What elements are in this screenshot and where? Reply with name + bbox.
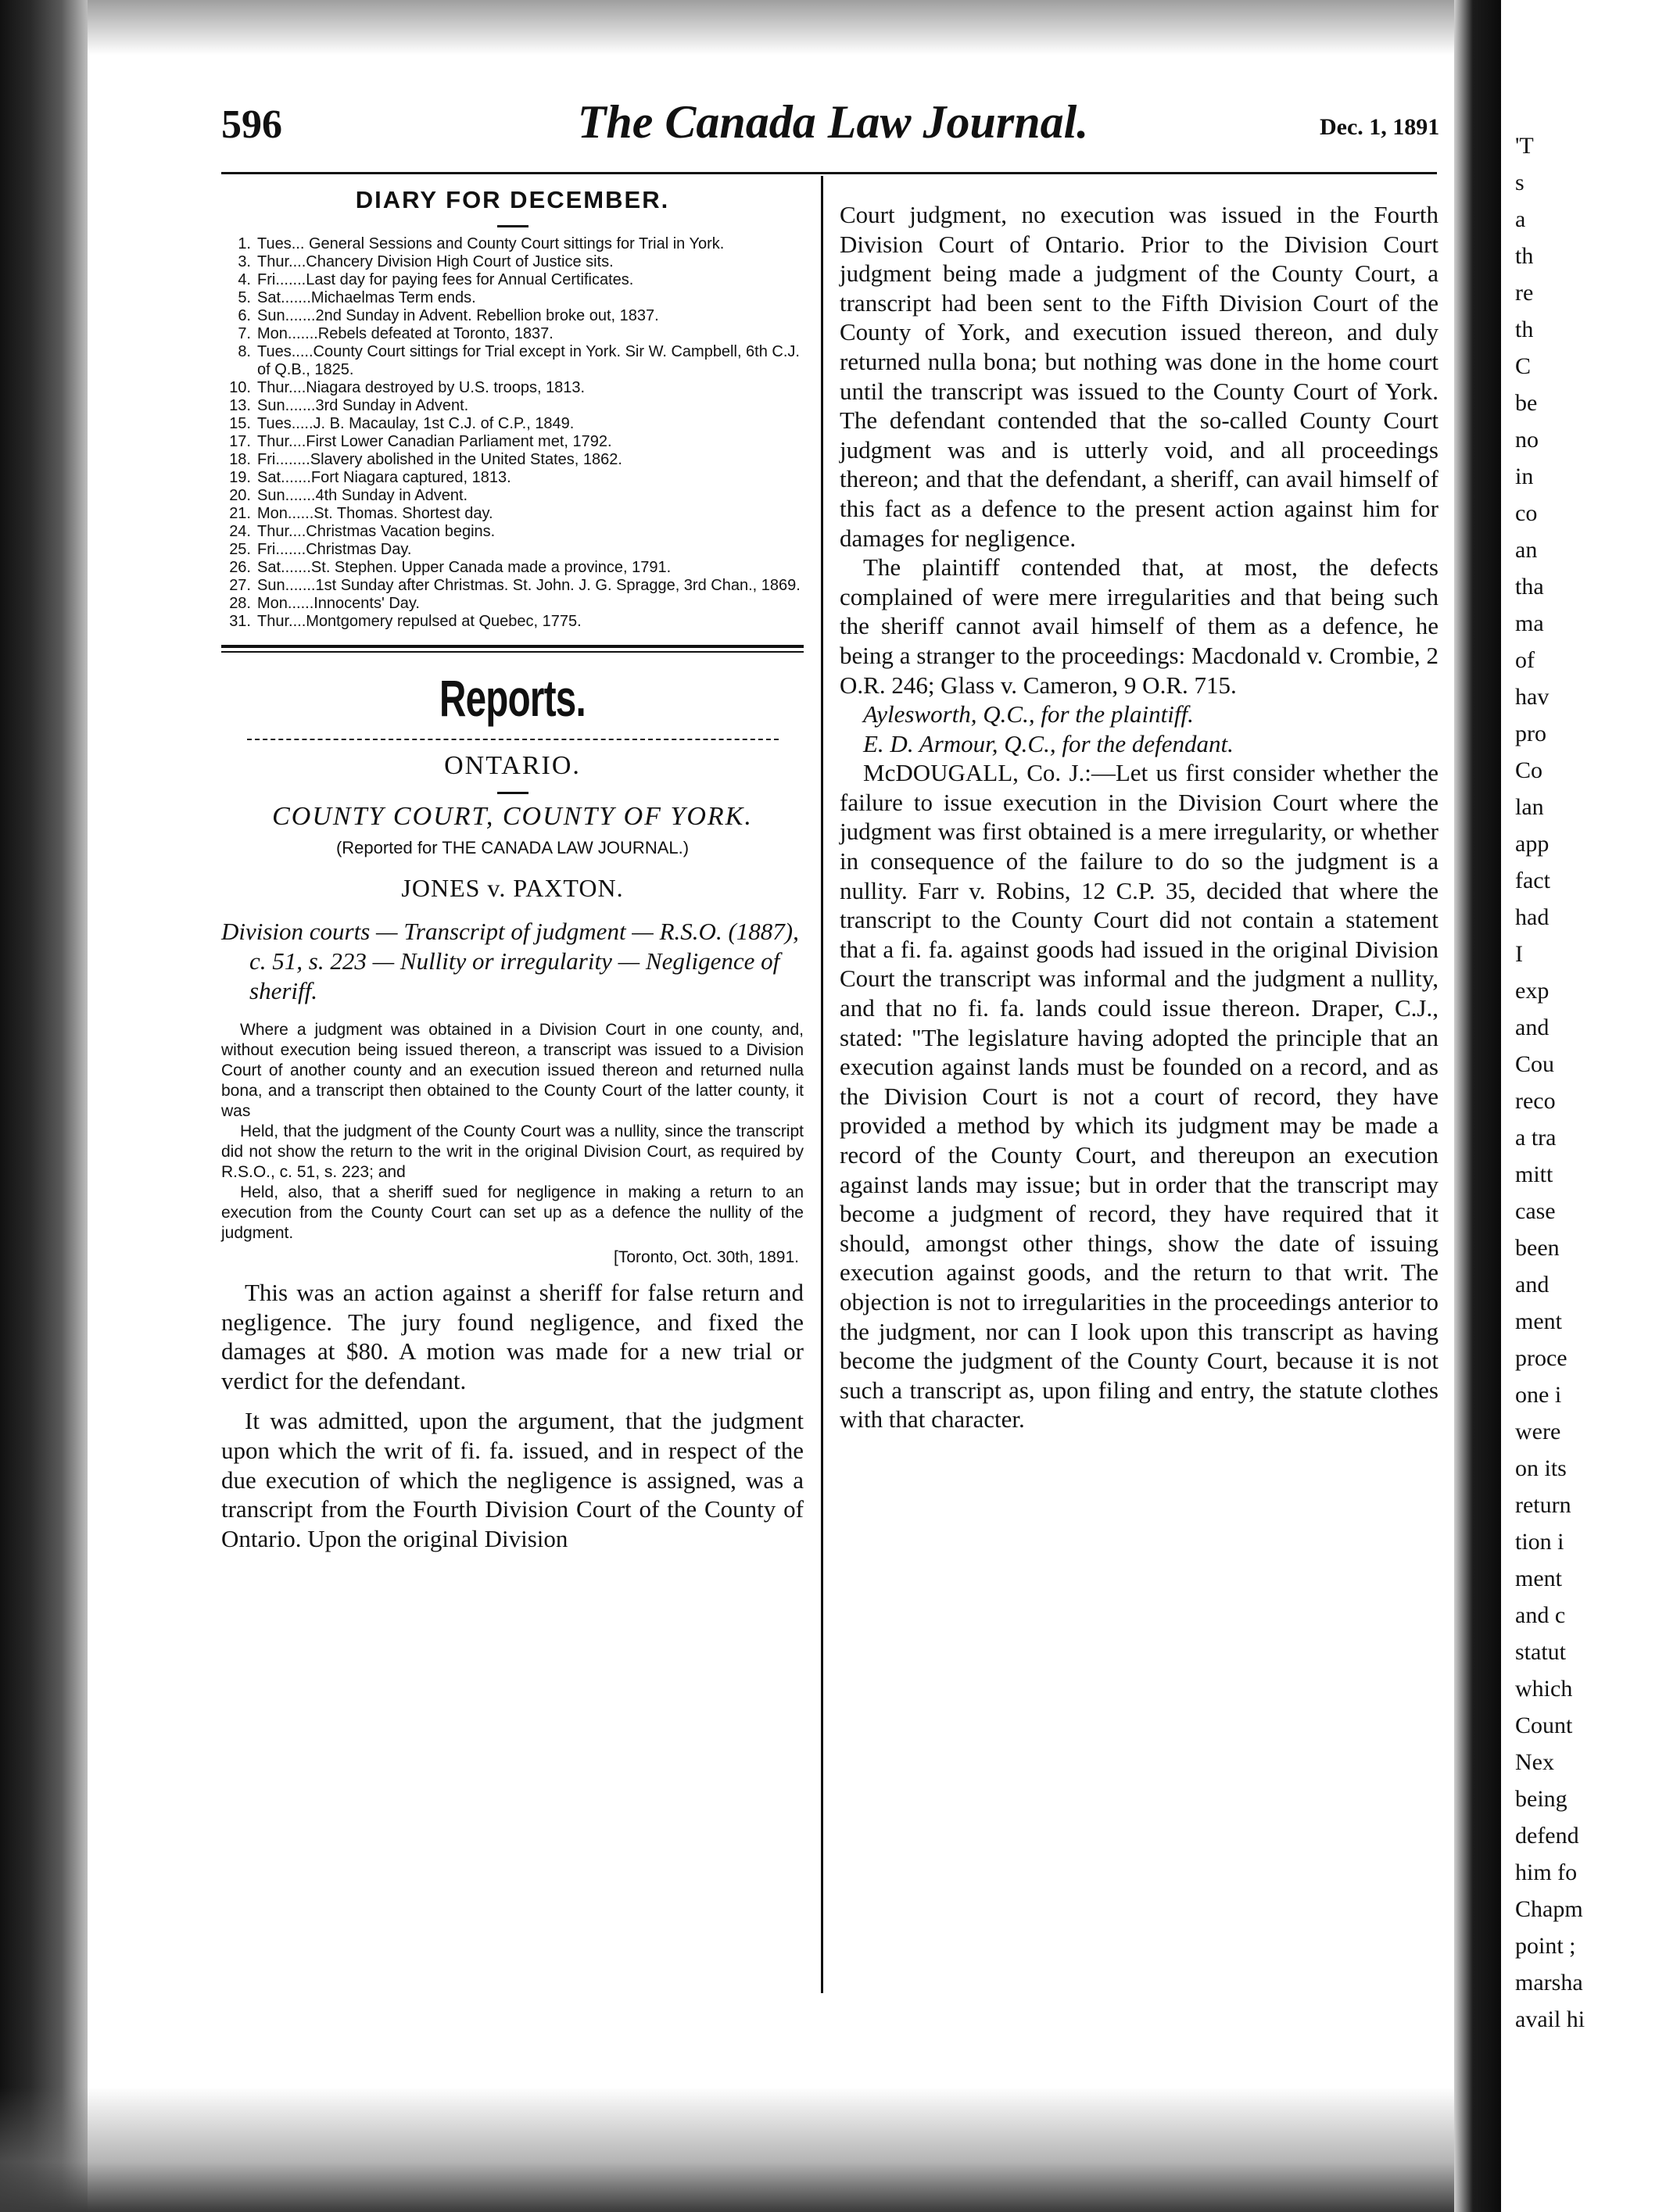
- diary-entry: [229, 415, 804, 433]
- diary-entry-number: 3.: [238, 253, 251, 270]
- diary-entry: [229, 523, 804, 541]
- diary-entry-text: Fri.......Last day for paying fees for Annual Certificates.: [257, 271, 634, 288]
- dateline: [Toronto, Oct. 30th, 1891.: [614, 1248, 799, 1266]
- next-page-fragment-text: marsha: [1515, 1970, 1583, 1995]
- diary-entry: [229, 577, 804, 595]
- body-paragraph: This was an action against a sheriff for false return and negligence. The jury found negligence, and fixed the damages at $80. A motion was made for a new trial or verdict for the defendant.: [221, 1279, 804, 1394]
- next-page-fragment-text: an: [1515, 537, 1538, 563]
- right-column: [840, 200, 1438, 1434]
- catchwords: Division courts — Transcript of judgment — R.S.O. (1887), c. 51, s. 223 — Nullity or irregularity — Negligence of sheriff.: [221, 918, 799, 1004]
- next-page-fragment-text: th: [1515, 243, 1534, 269]
- diary-entry-text: Sun.......3rd Sunday in Advent.: [257, 397, 469, 414]
- diary-entry: [229, 289, 804, 307]
- next-page-fragment-text: Cou: [1515, 1051, 1555, 1077]
- diary-entry-number: 5.: [238, 289, 251, 306]
- left-column: [221, 183, 804, 1553]
- next-page-fragment-text: defend: [1515, 1823, 1579, 1849]
- next-page-fragment-text: I: [1515, 941, 1523, 967]
- diary-title-rule: [497, 225, 528, 227]
- next-page-fragment-text: case: [1515, 1198, 1556, 1224]
- diary-entry: [229, 595, 804, 613]
- diary-entry: [229, 541, 804, 559]
- next-page-fragment-text: mitt: [1515, 1161, 1553, 1187]
- next-page-fragment-text: ma: [1515, 610, 1544, 636]
- next-page-fragment-text: been: [1515, 1235, 1560, 1261]
- case-name: JONES v. PAXTON.: [401, 874, 624, 902]
- diary-entry-number: 18.: [229, 451, 251, 468]
- next-page-fragment-text: and c: [1515, 1602, 1566, 1628]
- diary-entry-text: Sun.......1st Sunday after Christmas. St. John. J. G. Spragge, 3rd Chan., 1869.: [257, 577, 801, 594]
- diary-entry-text: Tues.....County Court sittings for Trial except in York. Sir W. Campbell, 6th C.J. of Q.B., 1825.: [257, 343, 800, 378]
- next-page-fragment-text: reco: [1515, 1088, 1556, 1114]
- next-page-fragment-text: s: [1515, 170, 1524, 195]
- issue-date: Dec. 1, 1891: [1320, 114, 1440, 140]
- next-page-fragment-text: ment: [1515, 1566, 1562, 1591]
- header-rule: [221, 172, 1437, 174]
- next-page-fragment-text: tha: [1515, 574, 1544, 600]
- page-number: 596: [221, 102, 282, 147]
- diary-entry-number: 8.: [238, 343, 251, 360]
- next-page-fragment-text: app: [1515, 831, 1550, 857]
- next-page-fragment-text: exp: [1515, 978, 1550, 1004]
- judgment-paragraph: McDOUGALL, Co. J.:—Let us first consider whether the failure to issue execution in the Division Court where the judgment was first obtained is a mere irregularity, or whether in consequence of the failure to do so the judgment is a nullity. Farr v. Robins, 12 C.P. 35, decided that where the transcript to the County Court did not contain a statement that a fi. fa. against goods had issued in the original Division Court the transcript was informal and the judgment a nullity, and that no fi. fa. lands could issue thereon. Draper, C.J., stated: "The legislature having adopted the principle that an execution against lands must be founded on a record, and as the Division Court is not a court of record, they have provided a method by which its judgment may be made a record of the County Court, and thereupon an execution against lands may issue; but in order that the transcript may become a judgment of record, they have required that it should, amongst other things, show the date of issuing execution against goods, and the return to that writ. The objection is not to irregularities in the proceedings anterior to the judgment, nor can I look upon this transcript as having become the judgment of the County Court, because it is not such a transcript as, upon filing and entry, the statute clothes with that character.: [840, 759, 1438, 1434]
- diary-entry: [229, 307, 804, 325]
- counsel-line: E. D. Armour, Q.C., for the defendant.: [863, 729, 1234, 757]
- diary-entry: [229, 469, 804, 487]
- reports-rule: [247, 739, 779, 740]
- next-page-fragment-text: hav: [1515, 684, 1550, 710]
- next-page-fragment-text: return: [1515, 1492, 1571, 1518]
- diary-entry-number: 13.: [229, 397, 251, 414]
- next-page-fragment-text: lan: [1515, 794, 1544, 820]
- next-page-fragment-text: Nex: [1515, 1749, 1554, 1775]
- diary-entry-text: Fri.......Christmas Day.: [257, 541, 412, 558]
- next-page-fragment-text: him fo: [1515, 1859, 1578, 1885]
- next-page-fragment-text: be: [1515, 390, 1538, 416]
- next-page-fragment-text: Co: [1515, 757, 1543, 783]
- next-page-fragment-text: being: [1515, 1786, 1567, 1812]
- scan-top-edge: [88, 0, 1573, 55]
- next-page-fragment-text: proce: [1515, 1345, 1567, 1371]
- diary-entry-text: Thur....Niagara destroyed by U.S. troops, 1813.: [257, 379, 586, 396]
- diary-entry: [229, 343, 804, 379]
- next-page-fragment-text: on its: [1515, 1455, 1567, 1481]
- diary-entry-text: Thur....Montgomery repulsed at Quebec, 1775.: [257, 613, 582, 630]
- diary-entry-number: 4.: [238, 271, 251, 288]
- diary-entry-text: Sat.......Michaelmas Term ends.: [257, 289, 476, 306]
- next-page-fragment-text: co: [1515, 500, 1538, 526]
- province-heading: ONTARIO.: [444, 751, 581, 780]
- diary-entry-text: Tues... General Sessions and County Court sittings for Trial in York.: [257, 235, 725, 252]
- diary-entry-text: Sun.......4th Sunday in Advent.: [257, 487, 468, 504]
- scan-gutter-shadow: [1454, 0, 1501, 2212]
- column-divider: [821, 176, 823, 1993]
- diary-entry: [229, 613, 804, 631]
- next-page-fragment-text: Count: [1515, 1713, 1573, 1738]
- diary-entry-number: 6.: [238, 307, 251, 324]
- next-page-fragment-text: 'T: [1515, 133, 1534, 159]
- next-page-fragment-text: statut: [1515, 1639, 1566, 1665]
- court-heading: COUNTY COURT, COUNTY OF YORK.: [272, 802, 753, 831]
- reports-heading: Reports.: [439, 669, 586, 727]
- next-page-fragment-text: of: [1515, 647, 1535, 673]
- diary-entry-text: Sat.......Fort Niagara captured, 1813.: [257, 469, 511, 486]
- next-page-fragment-text: pro: [1515, 721, 1546, 746]
- next-page-fragment-text: th: [1515, 317, 1534, 342]
- diary-entry: [229, 397, 804, 415]
- diary-entry: [229, 433, 804, 451]
- section-double-rule: [221, 645, 804, 653]
- next-page-fragment-text: Chapm: [1515, 1896, 1583, 1922]
- headnote: [221, 1020, 804, 1244]
- diary-entry-text: Mon......Innocents' Day.: [257, 595, 420, 612]
- province-rule: [497, 792, 528, 794]
- diary-entry: [229, 235, 804, 253]
- next-page-fragment-text: were: [1515, 1419, 1561, 1444]
- headnote-paragraph: Held, that the judgment of the County Court was a nullity, since the transcript did not show the return to the writ in the original Division Court, as required by R.S.O., c. 51, s. 223; and: [221, 1122, 804, 1181]
- diary-entry-text: Sun.......2nd Sunday in Advent. Rebellion broke out, 1837.: [257, 307, 659, 324]
- next-page-fragment-text: a tra: [1515, 1125, 1557, 1151]
- diary-entry-number: 20.: [229, 487, 251, 504]
- headnote-paragraph: Held, also, that a sheriff sued for negligence in making a return to an execution from the County Court can set up as a defence the nullity of the judgment.: [221, 1183, 804, 1242]
- diary-entry-text: Thur....Christmas Vacation begins.: [257, 523, 496, 540]
- next-page-fragment-text: avail hi: [1515, 2006, 1585, 2032]
- diary-entry-number: 25.: [229, 541, 251, 558]
- next-page-fragment-text: one i: [1515, 1382, 1562, 1408]
- headnote-paragraph: Where a judgment was obtained in a Division Court in one county, and, without execution being issued thereon, a transcript was issued to a Division Court of another county and an execution issued thereon and returned nulla bona, and a transcript then obtained to the County Court of the latter county, it was: [221, 1021, 804, 1120]
- scan-left-edge: [0, 0, 88, 2212]
- diary-entry-number: 31.: [229, 613, 251, 630]
- diary-entry: [229, 271, 804, 289]
- diary-entry-number: 28.: [229, 595, 251, 612]
- diary-entry-text: Mon.......Rebels defeated at Toronto, 1837.: [257, 325, 554, 342]
- next-page-fragment-text: and: [1515, 1272, 1550, 1297]
- diary-entry-number: 21.: [229, 505, 251, 522]
- counsel-line: Aylesworth, Q.C., for the plaintiff.: [863, 700, 1194, 728]
- diary-entry-text: Fri........Slavery abolished in the United States, 1862.: [257, 451, 622, 468]
- diary-entry: [229, 253, 804, 271]
- diary-entry-text: Thur....First Lower Canadian Parliament met, 1792.: [257, 433, 612, 450]
- diary-entry-number: 17.: [229, 433, 251, 450]
- body-paragraph: Court judgment, no execution was issued in the Fourth Division Court of Ontario. Prior to the Division Court judgment being made a judgment of the County Court, a transcript had been sent to the Fifth Division Court of the County of York, and execution issued thereon, and duly returned nulla bona; but nothing was done in the home court until the transcript was issued to the County Court of York. The defendant contended that the so-called County Court judgment was and is utterly void, and all proceedings thereon; and that the defendant, a sheriff, can avail himself of this fact as a defence to the present action against him for damages for negligence.: [840, 201, 1438, 552]
- diary-entry-number: 10.: [229, 379, 251, 396]
- body-paragraph: The plaintiff contended that, at most, the defects complained of were mere irregularities and that being such the sheriff cannot avail himself of them as a defence, he being a stranger to the proceedings: Macdonald v. Crombie, 2 O.R. 246; Glass v. Cameron, 9 O.R. 715.: [840, 553, 1438, 699]
- diary-entry-number: 26.: [229, 559, 251, 576]
- diary-entry: [229, 451, 804, 469]
- body-paragraph: It was admitted, upon the argument, that the judgment upon which the writ of fi. fa. issued, and in respect of the due execution of which the negligence is assigned, was a transcript from the Fourth Division Court of the County of Ontario. Upon the original Division: [221, 1407, 804, 1552]
- diary-entry: [229, 325, 804, 343]
- diary-entry-number: 1.: [238, 235, 251, 252]
- next-page-fragment-text: no: [1515, 427, 1539, 453]
- reported-for-note: (Reported for THE CANADA LAW JOURNAL.): [335, 838, 690, 857]
- next-page-fragment-text: ment: [1515, 1308, 1562, 1334]
- diary-entry: [229, 487, 804, 505]
- diary-entry-text: Thur....Chancery Division High Court of Justice sits.: [257, 253, 614, 270]
- diary-entry: [229, 505, 804, 523]
- next-page-fragment-text: fact: [1515, 868, 1550, 893]
- diary-entry-text: Tues.....J. B. Macaulay, 1st C.J. of C.P., 1849.: [257, 415, 575, 432]
- diary-entry: [229, 379, 804, 397]
- diary-list: [221, 235, 804, 631]
- diary-entry-number: 27.: [229, 577, 251, 594]
- diary-entry-number: 7.: [238, 325, 251, 342]
- next-page-fragment-text: point ;: [1515, 1933, 1576, 1959]
- diary-entry-text: Mon......St. Thomas. Shortest day.: [257, 505, 493, 522]
- diary-entry: [229, 559, 804, 577]
- diary-entry-number: 19.: [229, 469, 251, 486]
- next-page-fragment-text: and: [1515, 1015, 1550, 1040]
- diary-entry-number: 15.: [229, 415, 251, 432]
- next-page-fragment-text: had: [1515, 904, 1550, 930]
- journal-title: The Canada Law Journal.: [577, 96, 1089, 148]
- next-page-fragment-text: re: [1515, 280, 1534, 306]
- diary-title: DIARY FOR DECEMBER.: [355, 186, 670, 213]
- next-page-fragment-text: C: [1515, 353, 1532, 379]
- diary-entry-number: 24.: [229, 523, 251, 540]
- scan-bottom-edge: [0, 2087, 1666, 2212]
- next-page-fragment-text: which: [1515, 1676, 1573, 1702]
- next-page-fragment-text: tion i: [1515, 1529, 1564, 1555]
- diary-entry-text: Sat.......St. Stephen. Upper Canada made a province, 1791.: [257, 559, 672, 576]
- next-page-fragment-text: a: [1515, 206, 1526, 232]
- next-page-fragment-text: in: [1515, 464, 1534, 489]
